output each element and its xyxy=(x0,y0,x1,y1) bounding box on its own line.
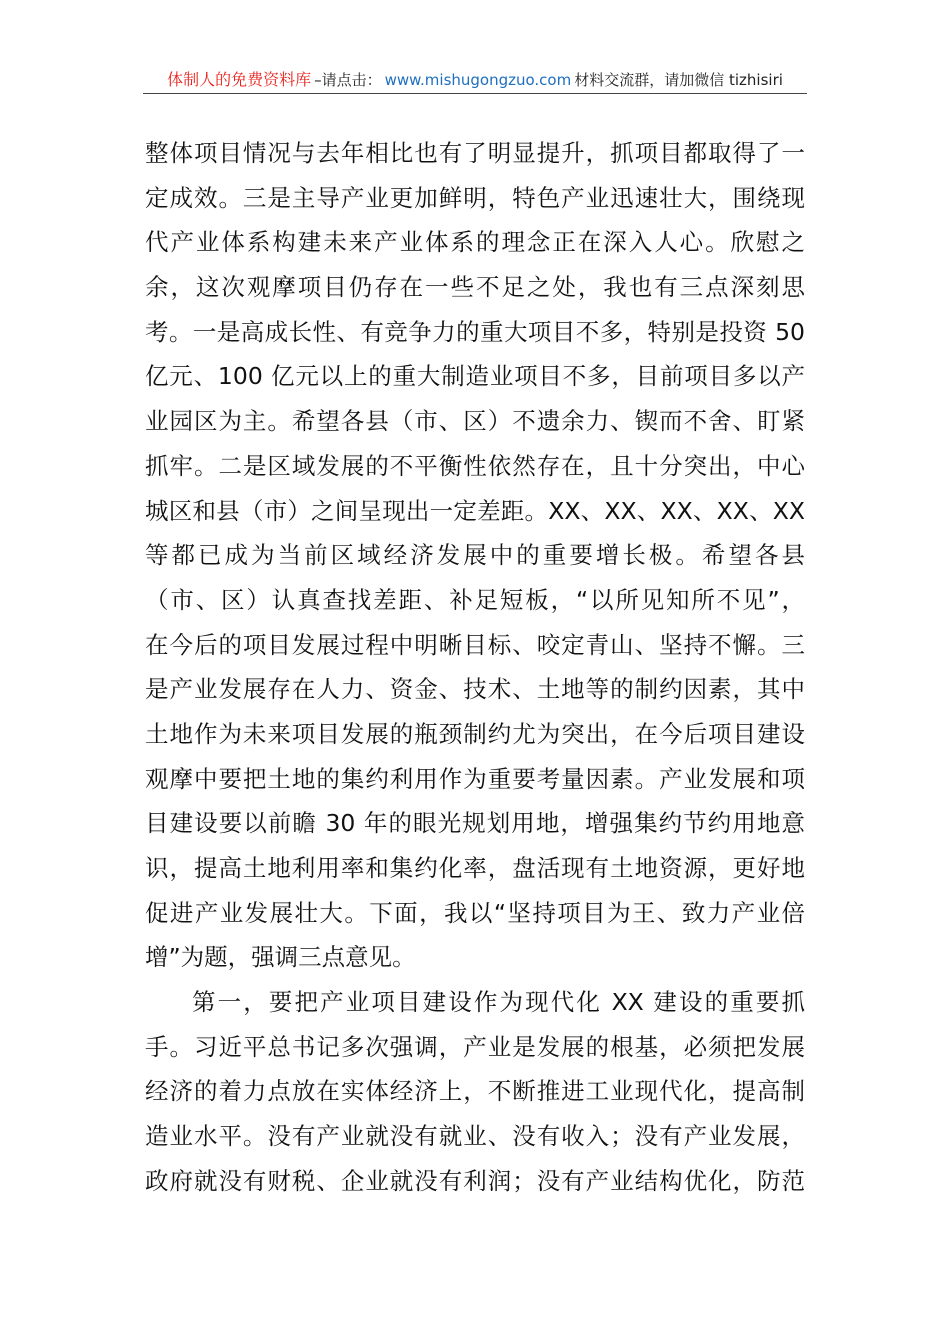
text-line: 造业水平。没有产业就没有就业、没有收入；没有产业发展， xyxy=(145,1122,805,1151)
text-line: 考。一是高成长性、有竞争力的重大项目不多，特别是投资 50 xyxy=(145,317,805,346)
text-line: 整体项目情况与去年相比也有了明显提升，抓项目都取得了一 xyxy=(145,139,805,167)
text-line: 观摩中要把土地的集约利用作为重要考量因素。产业发展和项 xyxy=(145,764,805,793)
text-line: 城区和县（市）之间呈现出一定差距。XX、XX、XX、XX、XX xyxy=(145,496,805,525)
text-line: 等都已成为当前区域经济发展中的重要增长极。希望各县 xyxy=(145,541,805,570)
text-line: 业园区为主。希望各县（市、区）不遗余力、锲而不舍、盯紧 xyxy=(145,407,805,436)
page-header xyxy=(145,68,805,92)
text-line: 定成效。三是主导产业更加鲜明，特色产业迅速壮大，围绕现 xyxy=(145,183,805,212)
text-line: 促进产业发展壮大。下面，我以“坚持项目为王、致力产业倍 xyxy=(145,898,805,927)
text-line: 第一，要把产业项目建设作为现代化 XX 建设的重要抓 xyxy=(192,988,805,1017)
text-line: （市、区）认真查找差距、补足短板，“以所见知所不见”， xyxy=(145,585,805,614)
header-suffix: 材料交流群，请加微信 tizhisiri xyxy=(574,71,783,89)
document-body xyxy=(145,131,805,1204)
text-line: 经济的着力点放在实体经济上，不断推进工业现代化，提高制 xyxy=(145,1077,805,1106)
text-line: 抓牢。二是区域发展的不平衡性依然存在，且十分突出，中心 xyxy=(145,451,805,480)
text-line: 是产业发展存在人力、资金、技术、土地等的制约因素，其中 xyxy=(145,675,805,704)
text-line: 目建设要以前瞻 30 年的眼光规划用地，增强集约节约用地意 xyxy=(145,809,805,838)
text-line: 增”为题，强调三点意见。 xyxy=(145,943,416,972)
header-brand: 体制人的免费资料库 xyxy=(167,70,312,89)
header-prompt: –请点击： xyxy=(314,71,382,89)
text-line: 亿元、100 亿元以上的重大制造业项目不多，目前项目多以产 xyxy=(145,362,805,391)
header-divider xyxy=(143,93,807,94)
text-line: 手。习近平总书记多次强调，产业是发展的根基，必须把发展 xyxy=(145,1032,805,1061)
text-line: 代产业体系构建未来产业体系的理念正在深入人心。欣慰之 xyxy=(145,228,805,257)
text-line: 土地作为未来项目发展的瓶颈制约尤为突出，在今后项目建设 xyxy=(145,719,805,748)
text-line: 在今后的项目发展过程中明晰目标、咬定青山、坚持不懈。三 xyxy=(145,630,805,659)
text-line: 识，提高土地利用率和集约化率，盘活现有土地资源，更好地 xyxy=(145,854,805,882)
header-link[interactable]: www.mishugongzuo.com xyxy=(384,71,572,89)
text-line: 政府就没有财税、企业就没有利润；没有产业结构优化，防范 xyxy=(145,1166,805,1195)
text-line: 余，这次观摩项目仍存在一些不足之处，我也有三点深刻思 xyxy=(145,273,805,302)
